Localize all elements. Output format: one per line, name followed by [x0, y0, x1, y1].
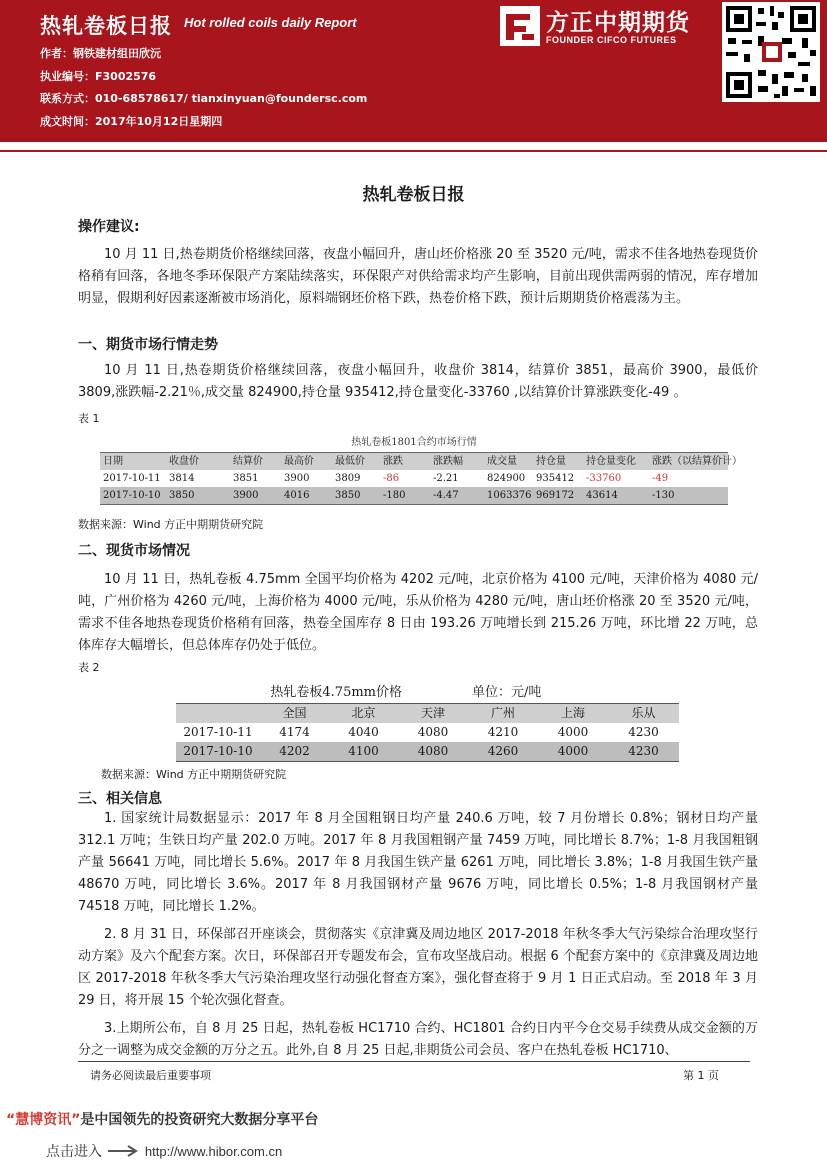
promo-link-line[interactable]	[46, 1141, 282, 1161]
table-header-cell: 天津	[420, 706, 445, 720]
table-cell: -180	[383, 490, 406, 501]
promo-url-link[interactable]: http://www.hibor.com.cn	[144, 1144, 283, 1159]
logo-text-cn: 方正中期期货	[546, 10, 690, 36]
promo-text: 是中国领先的投资研究大数据分享平台	[80, 1112, 319, 1128]
spot-price-table	[176, 683, 679, 762]
report-title: 热轧卷板日报	[40, 14, 172, 38]
header-divider	[0, 150, 827, 152]
table-header-cell: 广州	[490, 706, 515, 720]
related-info-2	[78, 924, 758, 1012]
footer-notice: 请务必阅读最后重要事项	[90, 1069, 211, 1082]
table-header-cell: 乐从	[631, 706, 656, 720]
related-info-3	[78, 1018, 758, 1062]
table-cell: 969172	[536, 490, 575, 501]
company-logo	[500, 4, 715, 52]
table-row	[100, 470, 728, 487]
table-header-cell: 涨跌	[383, 456, 403, 467]
author-line: 作者：钢铁建材组田欣沅	[40, 47, 161, 60]
table-cell: 43614	[586, 490, 618, 501]
related-info-1	[78, 808, 758, 918]
section2-text: 10 月 11 日，热轧卷板 4.75mm 全国平均价格为 4202 元/吨，北京价格为 4100 元/吨，天津价格为 4080 元/吨，广州价格为 4260 元/吨，上海价格为 4000 元/吨，乐从价格为 4280 元/吨，唐山坯价格涨 20 至 3520 元/吨，需求不佳各地热卷现货价格稍有回落，热卷全国库存 8 日由 193.26 万吨增长到 215.26 万吨，环比增 22 万吨，总体库存大幅增长，但总体库存仍处于低位。	[78, 572, 758, 653]
logo-mark-icon	[500, 6, 540, 46]
table-cell: 4230	[628, 725, 659, 739]
table-header-row	[100, 452, 742, 470]
table-cell: 2017-10-11	[103, 473, 161, 484]
promo-link-prefix: 点击进入	[46, 1144, 102, 1160]
table-header-cell	[176, 704, 260, 723]
table-cell: 4174	[279, 725, 310, 739]
table-header-row	[176, 703, 679, 723]
table-cell: 935412	[536, 473, 575, 484]
table-cell: 2017-10-11	[183, 725, 253, 739]
table-cell: 4040	[348, 725, 379, 739]
table-cell: -130	[652, 490, 675, 501]
table2-caption-row	[176, 683, 679, 703]
table-header-cell: 涨跌（以结算价计）	[652, 456, 742, 467]
table-cell: 4260	[487, 744, 519, 758]
futures-table	[100, 434, 742, 505]
table-cell: 3900	[233, 490, 259, 501]
table-header-cell: 收盘价	[169, 456, 199, 467]
table-cell: 3851	[233, 473, 259, 484]
arrow-right-icon	[106, 1143, 140, 1159]
table-cell: 4016	[284, 490, 310, 501]
table2-label: 表 2	[78, 661, 100, 674]
table-cell: 824900	[487, 473, 526, 484]
promo-line	[6, 1109, 318, 1129]
table-cell: 4080	[417, 744, 449, 758]
section1-heading: 一、期货市场行情走势	[78, 337, 218, 353]
section3-heading: 三、相关信息	[78, 791, 162, 807]
contact-line: 联系方式：010-68578617/ tianxinyuan@foundersc.com	[40, 92, 368, 105]
related-info-text: 2. 8 月 31 日，环保部召开座谈会，贯彻落实《京津冀及周边地区 2017-2018 年秋冬季大气污染综合治理攻坚行动方案》及六个配套方案。次日，环保部召开专题发布会，宣布攻坚战启动。根据 6 个配套方案中的《京津冀及周边地区 2017-2018 年秋冬季大气污染治理攻坚行动强化督查方案》，强化督查将于 9 月 1 日正式启动。至 2018 年 3 月 29 日，将开展 15 个轮次强化督查。	[78, 927, 758, 1008]
table-header-cell: 上海	[560, 706, 585, 720]
date-line: 成文时间：2017年10月12日星期四	[40, 115, 223, 128]
table-cell: 4000	[557, 744, 589, 758]
section2-paragraph	[78, 569, 758, 657]
table-cell: 4202	[279, 744, 310, 758]
table-cell: 4210	[487, 725, 519, 739]
table-header-cell: 最低价	[335, 456, 365, 467]
table-header-cell: 持仓量	[536, 456, 566, 467]
table-header-cell: 持仓量变化	[586, 456, 636, 467]
table-header-cell: 北京	[351, 706, 376, 720]
table-cell: -4.47	[433, 490, 459, 501]
promo-brand: “慧博资讯”	[6, 1112, 81, 1128]
advice-paragraph	[78, 244, 758, 310]
section2-heading: 二、现货市场情况	[78, 543, 190, 559]
table-header-cell: 成交量	[487, 456, 517, 467]
table-cell: 4080	[417, 725, 449, 739]
table-cell: -86	[383, 473, 400, 484]
source-note-2: 数据来源：Wind 方正中期期货研究院	[101, 768, 287, 781]
document-title: 热轧卷板日报	[362, 185, 465, 205]
table-cell: 1063376	[487, 490, 532, 501]
table-header-cell: 最高价	[284, 456, 314, 467]
table-row	[176, 723, 679, 742]
advice-heading: 操作建议:	[78, 219, 140, 235]
qr-code-icon	[722, 2, 820, 102]
table1-label: 表 1	[78, 412, 100, 425]
table2-caption: 热轧卷板4.75mm价格	[270, 685, 402, 700]
table-cell: -49	[652, 473, 669, 484]
table-cell: 3809	[335, 473, 361, 484]
table-header-cell: 涨跌幅	[433, 456, 463, 467]
license-line: 执业编号：F3002576	[40, 70, 157, 83]
table-cell: 4100	[348, 744, 379, 758]
source-note-1: 数据来源：Wind 方正中期期货研究院	[78, 518, 264, 531]
table-cell: -2.21	[433, 473, 459, 484]
table-row	[100, 487, 728, 505]
table-cell: 2017-10-10	[183, 744, 253, 758]
section1-paragraph	[78, 360, 758, 404]
section1-text: 10 月 11 日,热卷期货价格继续回落，夜盘小幅回升，收盘价 3814，结算价 3851，最高价 3900，最低价 3809,涨跌幅-2.21％,成交量 824900,持仓量 935412,持仓量变化-33760 ,以结算价计算涨跌变化-49 。	[78, 363, 758, 400]
table-cell: 4000	[557, 725, 589, 739]
table-cell: 3900	[284, 473, 310, 484]
table-cell: 4230	[628, 744, 659, 758]
report-title-en: Hot rolled coils daily Report	[184, 15, 357, 30]
table-cell: 3850	[169, 490, 195, 501]
report-header	[0, 0, 827, 142]
table-cell: -33760	[586, 473, 622, 484]
logo-text-en: FOUNDER CIFCO FUTURES	[546, 35, 677, 45]
table-header-cell: 结算价	[233, 456, 263, 467]
table-header-cell: 日期	[103, 456, 123, 467]
page-number: 第 1 页	[683, 1069, 719, 1082]
table-cell: 3850	[335, 490, 361, 501]
advice-text: 10 月 11 日,热卷期货价格继续回落，夜盘小幅回升，唐山坯价格涨 20 至 3520 元/吨，需求不佳各地热卷现货价格稍有回落，各地冬季环保限产方案陆续落实，环保限产对供给需求均产生影响，目前出现供需两弱的情况，库存增加明显，假期利好因素逐渐被市场消化，原料端钢坯价格下跌，热卷价格下跌，预计后期期货价格震荡为主。	[78, 247, 758, 306]
footer-divider	[78, 1061, 750, 1062]
related-info-text: 1. 国家统计局数据显示：2017 年 8 月全国粗钢日均产量 240.6 万吨，较 7 月份增长 0.8%；钢材日均产量 312.1 万吨；生铁日均产量 202.0 万吨。2017 年 8 月我国粗钢产量 7459 万吨，同比增长 8.7%；1-8 月我国粗钢产量 56641 万吨，同比增长 5.6%。2017 年 8 月我国生铁产量 6261 万吨，同比增长 3.8%；1-8 月我国生铁产量 48670 万吨，同比增长 3.6%。2017 年 8 月我国钢材产量 9676 万吨，同比增长 0.5%；1-8 月我国钢材产量 74518 万吨，同比增长 1.2%。	[78, 811, 758, 914]
table-cell: 3814	[169, 473, 195, 484]
table1-caption: 热轧卷板1801合约市场行情	[351, 437, 477, 448]
table-cell: 2017-10-10	[103, 490, 161, 501]
table2-unit: 单位：元/吨	[472, 685, 542, 700]
table-header-cell: 全国	[282, 706, 307, 720]
table-row	[176, 742, 679, 762]
related-info-text: 3.上期所公布，自 8 月 25 日起，热轧卷板 HC1710 合约、HC1801 合约日内平今仓交易手续费从成交金额的万分之一调整为成交金额的万分之五。此外,自 8 月 25 日起,非期货公司会员、客户在热轧卷板 HC1710、	[78, 1021, 758, 1058]
